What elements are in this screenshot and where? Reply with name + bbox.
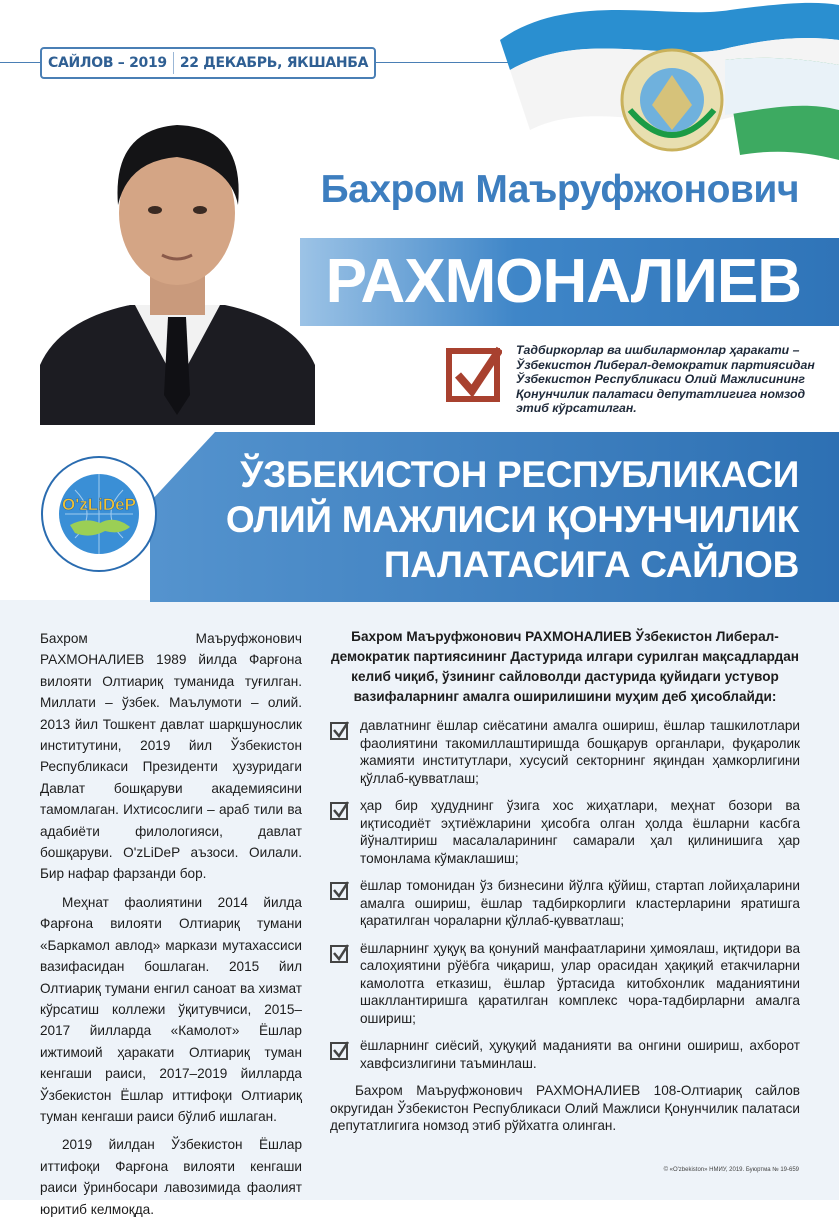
program-item-text: давлатнинг ёшлар сиёсатини амалга ошириш, ёшлар ташкилотлари фаолиятини такомиллаштиришда бошқарув органлари, фуқаролик жамияти институтлари, хусусий секторнинг яқиндан ҳамкорлигини қўллаб-қувватлаш;: [360, 718, 800, 786]
program-item: [330, 1037, 800, 1072]
program-item: [330, 940, 800, 1028]
program-item-text: ёшларнинг сиёсий, ҳуқуқий маданияти ва онгини ошириш, ахборот хавфсизлигини таъминлаш.: [360, 1038, 800, 1071]
checkbox-checked-icon: [330, 800, 350, 820]
bio-paragraph: Меҳнат фаолиятини 2014 йилда Фарғона вилояти Олтиариқ тумани «Баркамол авлод» маркази мутахассиси вазифасидан бошлаган. 2015 йил Олтиариқ тумани енгил саноат ва хизмат кўрсатиш коллежи ўқитувчиси, 2015–2017 йилларда «Камолот» Ёшлар ижтимоий ҳаракати Олтиариқ туман кенгаши раиси, 2017–2019 йилларда Ўзбекистон Ёшлар иттифоқи Олтиариқ туман кенгаши раиси бўлиб ишлаган.: [40, 894, 302, 1124]
election-title: [226, 452, 799, 587]
program-item-text: ҳар бир ҳудуднинг ўзига хос жиҳатлари, меҳнат бозори ва иқтисодиёт эҳтиёжларини ҳисобга олган ҳолда ёшларни касбга йўналтириш масалаларининг самарали ҳал қилинишига ҳар томонлама кўмаклашиш;: [360, 798, 800, 866]
date-badge: [40, 47, 376, 79]
checkbox-checked-icon: [330, 880, 350, 900]
bio-paragraph: Бахром Маъруфжонович РАХМОНАЛИЕВ 1989 йилда Фарғона вилояти Олтиариқ туманида туғилган. Миллати – ўзбек. Маълумоти – олий. 2013 йил Тошкент давлат шарқшунослик институтини, 2019 йил Ўзбекистон Республикаси Президенти ҳузуридаги Давлат бошқаруви академиясини тамомлаган. Ихтисослиги – араб тили ва адабиёти филологияси, давлат бошқаруви. O'zLiDeP аъзоси. Оилали. Бир нафар фарзанди бор.: [40, 631, 302, 882]
candidate-surname: РАХМОНАЛИЕВ: [325, 247, 801, 316]
program-item: [330, 877, 800, 930]
bio-paragraph: 2019 йилдан Ўзбекистон Ёшлар иттифоқи Фарғона вилояти кенгаши раиси ўринбосари лавозимида фаолият юритиб келмоқда.: [40, 1137, 302, 1217]
checkbox-checked-icon: [330, 1040, 350, 1060]
candidate-first-names: Бахром Маъруфжонович: [320, 168, 799, 211]
checkmark-box-icon: [446, 345, 502, 403]
program-item: [330, 797, 800, 867]
flag-emblem-icon: [470, 0, 839, 165]
title-line: ОЛИЙ МАЖЛИСИ ҚОНУНЧИЛИК: [225, 499, 799, 540]
badge-divider: [173, 52, 174, 74]
registration-statement: Бахром Маъруфжонович РАХМОНАЛИЕВ 108-Олтиариқ сайлов округидан Ўзбекистон Республикаси Олий Мажлиси Қонунчилик палатаси депутатлигига номзод этиб рўйхатга олинган.: [330, 1083, 800, 1133]
ozlidep-logo: [40, 455, 158, 573]
election-label: САЙЛОВ – 2019: [48, 55, 167, 71]
program-intro: Бахром Маъруфжонович РАХМОНАЛИЕВ Ўзбекистон Либерал-демократик партиясининг Дастурида илгари сурилган мақсадлардан келиб чиқиб, ўзининг сайловолди дастурида қуйидаги устувор вазифаларнинг амалга оширилишини муҳим деб ҳисоблайди:: [330, 629, 800, 704]
date-label: 22 ДЕКАБРЬ, ЯКШАНБА: [179, 55, 369, 71]
election-program: [330, 627, 800, 1135]
checkbox-checked-icon: [330, 943, 350, 963]
checkbox-checked-icon: [330, 720, 350, 740]
title-line: ПАЛАТАСИГА САЙЛОВ: [383, 544, 799, 585]
program-item-text: ёшларнинг ҳуқуқ ва қонуний манфаатларини ҳимоялаш, иқтидори ва салоҳиятини рўёбга чиқариш, улар орасидан ҳақиқий етакчиларни камолотга етказиш, ёшлар ўртасида китобхонлик маданиятини шакллантиришга қаратилган комплекс чора-тадбирларни амалга ошириш;: [360, 940, 800, 1026]
publisher-footer: © «O'zbekiston» НМИУ, 2019. Буюртма № 19-659: [663, 1167, 799, 1173]
biography: [40, 628, 302, 1220]
svg-text:O'zLiDeP: O'zLiDeP: [62, 495, 136, 514]
program-item: [330, 717, 800, 787]
program-item-text: ёшлар томонидан ўз бизнесини йўлга қўйиш, стартап лойиҳаларини амалга ошириш, ёшлар тадбиркорлиги кластерларини яратишга қаратилган чораларни қўллаб-қувватлаш;: [360, 878, 800, 928]
nomination-statement: Тадбиркорлар ва ишбилармонлар ҳаракати – Ўзбекистон Либерал-демократик партиясидан Ўзбекистон Республикаси Олий Мажлисининг Қонунчилик палатаси депутатлигига номзод этиб кўрсатилган.: [516, 343, 815, 415]
title-line: ЎЗБЕКИСТОН РЕСПУБЛИКАСИ: [240, 454, 799, 495]
candidate-photo: [40, 95, 315, 425]
